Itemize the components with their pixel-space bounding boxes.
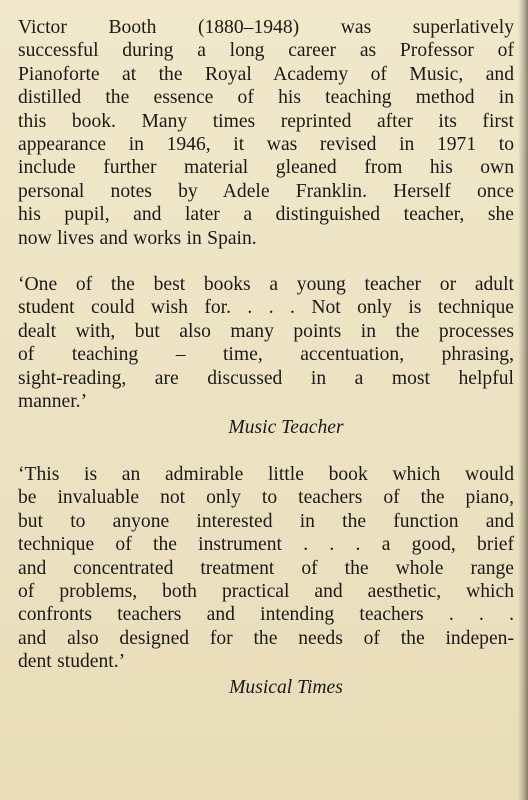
review-line: confronts teachers and intending teachers . . .: [18, 604, 514, 626]
review-quote-musical-times: [18, 463, 514, 674]
bio-line: Pianoforte at the Royal Academy of Music, and: [18, 63, 514, 85]
bio-line: now lives and works in Spain.: [18, 227, 257, 249]
bio-line: Victor Booth (1880–1948) was superlatively: [18, 17, 514, 38]
bio-line: include further material gleaned from his own: [18, 157, 514, 179]
bio-line: appearance in 1946, it was revised in 1971 to: [18, 134, 514, 156]
review-line: but to anyone interested in the function and: [18, 510, 514, 532]
review-line: ‘This is an admirable little book which would: [18, 463, 514, 485]
review-line: and concentrated treatment of the whole range: [18, 557, 514, 579]
review-line: be invaluable not only to teachers of the piano,: [18, 487, 514, 509]
author-bio-paragraph: [18, 16, 514, 250]
review-quote-music-teacher: [18, 273, 514, 413]
review-source-music-teacher: Music Teacher: [228, 416, 344, 438]
review-line: student could wish for. . . . Not only is technique: [18, 297, 514, 319]
review-source-musical-times: Musical Times: [229, 676, 343, 698]
bio-line: his pupil, and later a distinguished teacher, she: [18, 204, 514, 226]
review-line: ‘One of the best books a young teacher or adult: [18, 274, 514, 296]
review-line: of teaching – time, accentuation, phrasing,: [18, 344, 514, 366]
review-line: dent student.’: [18, 651, 126, 673]
page-edge-shadow: [518, 0, 528, 800]
bio-line: distilled the essence of his teaching method in: [18, 87, 514, 109]
bio-line: personal notes by Adele Franklin. Herself once: [18, 180, 514, 202]
review-line: sight-reading, are discussed in a most helpful: [18, 367, 514, 389]
review-line: of problems, both practical and aesthetic, which: [18, 580, 514, 602]
review-line: dealt with, but also many points in the processes: [18, 320, 514, 342]
review-line: and also designed for the needs of the indepen-: [18, 627, 514, 649]
bio-line: this book. Many times reprinted after its first: [18, 110, 514, 132]
bio-line: successful during a long career as Professor of: [18, 40, 514, 62]
review-line: technique of the instrument . . . a good, brief: [18, 534, 514, 556]
review-line: manner.’: [18, 391, 88, 413]
